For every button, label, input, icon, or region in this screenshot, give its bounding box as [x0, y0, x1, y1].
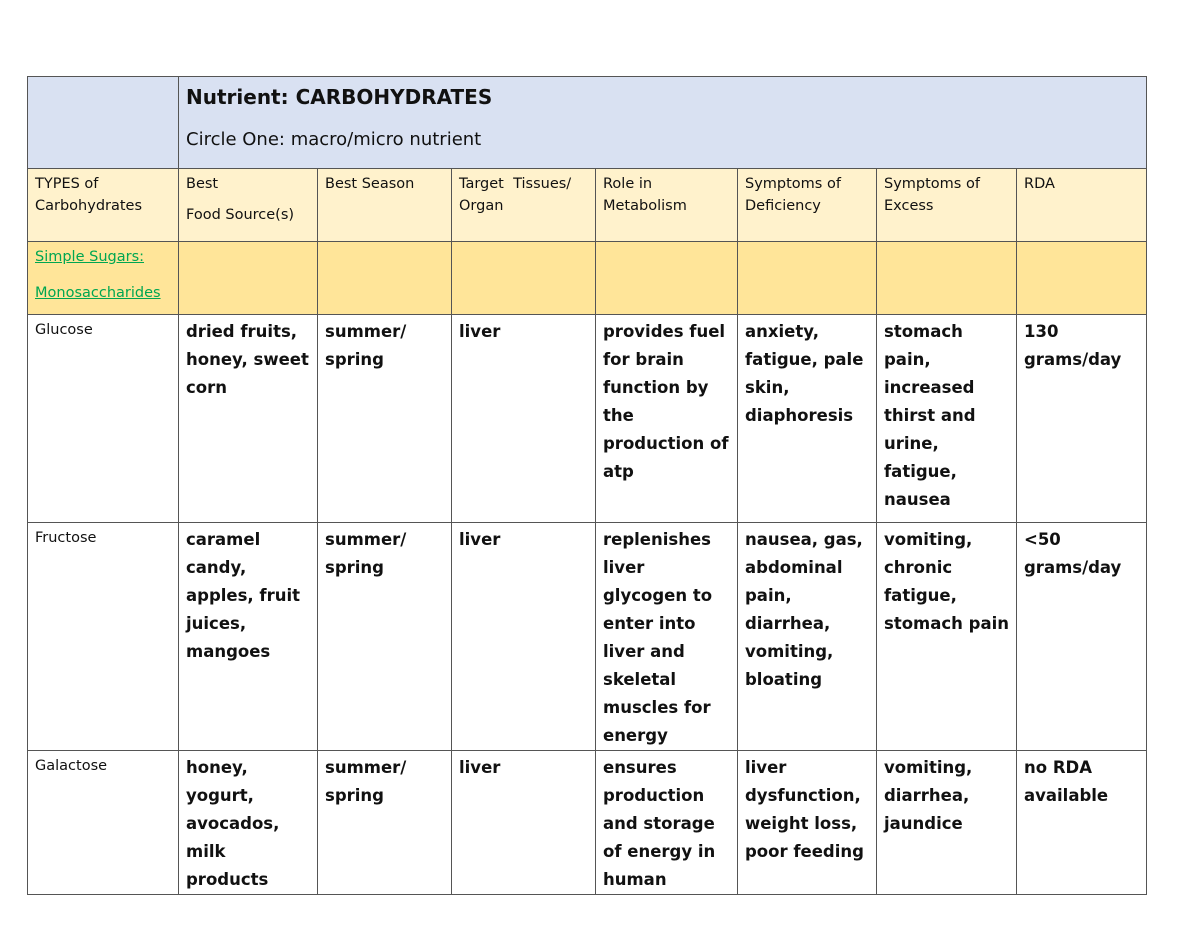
section-empty-cell	[738, 242, 877, 315]
simple-sugars-link[interactable]: Simple Sugars:	[35, 249, 145, 265]
rda-cell	[1017, 315, 1147, 523]
col-header-types	[28, 169, 179, 242]
nutrient-table	[27, 76, 1147, 895]
role-value: replenishes liver glycogen to enter into liver and skeletal muscles for energy	[603, 530, 713, 745]
deficiency-cell	[738, 523, 877, 751]
deficiency-value: anxiety, fatigue, pale skin, diaphoresis	[745, 322, 864, 425]
deficiency-cell	[738, 315, 877, 523]
role-value: provides fuel for brain function by the production of atp	[603, 322, 729, 481]
row-name: Fructose	[35, 530, 97, 546]
food-value: caramel candy, apples, fruit juices, mangoes	[186, 530, 301, 661]
excess-value: vomiting, diarrhea, jaundice	[884, 758, 973, 833]
section-empty-cell	[318, 242, 452, 315]
col-header-deficiency-l2: Deficiency	[745, 198, 821, 214]
section-row-simple-sugars	[28, 242, 1147, 315]
row-name: Glucose	[35, 322, 93, 338]
role-value: ensures production and storage of energy in human	[603, 758, 716, 889]
col-header-excess-l1: Symptoms of	[884, 176, 980, 192]
monosaccharides-link[interactable]: Monosaccharides	[35, 285, 161, 301]
col-header-deficiency-l1: Symptoms of	[745, 176, 841, 192]
excess-value: stomach pain, increased thirst and urine, fatigue, nausea	[884, 322, 976, 509]
col-header-rda	[1017, 169, 1147, 242]
section-empty-cell	[179, 242, 318, 315]
col-header-food	[179, 169, 318, 242]
header-row	[28, 77, 1147, 169]
deficiency-value: nausea, gas, abdominal pain, diarrhea, vomiting, bloating	[745, 530, 863, 689]
col-header-role	[596, 169, 738, 242]
table-row-fructose	[28, 523, 1147, 751]
rda-value: 130 grams/day	[1024, 322, 1122, 369]
role-cell	[596, 315, 738, 523]
food-value: dried fruits, honey, sweet corn	[186, 322, 309, 397]
excess-cell	[877, 523, 1017, 751]
col-header-food-l1: Best	[186, 176, 219, 192]
col-header-excess	[877, 169, 1017, 242]
col-header-types-l2: Carbohydrates	[35, 198, 143, 214]
role-cell	[596, 751, 738, 895]
col-header-role-l1: Role in	[603, 176, 653, 192]
rda-cell	[1017, 751, 1147, 895]
row-name: Galactose	[35, 758, 108, 774]
rda-value: no RDA available	[1024, 758, 1109, 805]
col-header-target	[452, 169, 596, 242]
rda-value: <50 grams/day	[1024, 530, 1122, 577]
target-value: liver	[459, 322, 501, 341]
excess-cell	[877, 751, 1017, 895]
table-row-galactose	[28, 751, 1147, 895]
col-header-season	[318, 169, 452, 242]
row-name-cell	[28, 523, 179, 751]
section-empty-cell	[596, 242, 738, 315]
season-value: summer/ spring	[325, 530, 407, 577]
col-header-season-l1: Best Season	[325, 176, 415, 192]
row-name-cell	[28, 315, 179, 523]
header-title-cell	[179, 77, 1147, 169]
target-value: liver	[459, 758, 501, 777]
season-value: summer/ spring	[325, 322, 407, 369]
role-cell	[596, 523, 738, 751]
food-cell	[179, 315, 318, 523]
excess-cell	[877, 315, 1017, 523]
season-cell	[318, 751, 452, 895]
section-empty-cell	[452, 242, 596, 315]
season-cell	[318, 523, 452, 751]
table-row-glucose	[28, 315, 1147, 523]
season-value: summer/ spring	[325, 758, 407, 805]
excess-value: vomiting, chronic fatigue, stomach pain	[884, 530, 1009, 633]
column-header-row	[28, 169, 1147, 242]
section-empty-cell	[877, 242, 1017, 315]
nutrient-title: Nutrient: CARBOHYDRATES	[186, 85, 493, 109]
col-header-food-l2: Food Source(s)	[186, 207, 295, 223]
col-header-types-l1: TYPES of	[35, 176, 99, 192]
deficiency-cell	[738, 751, 877, 895]
col-header-role-l2: Metabolism	[603, 198, 687, 214]
target-value: liver	[459, 530, 501, 549]
target-cell	[452, 523, 596, 751]
target-cell	[452, 751, 596, 895]
season-cell	[318, 315, 452, 523]
col-header-excess-l2: Excess	[884, 198, 934, 214]
header-corner-cell	[28, 77, 179, 169]
deficiency-value: liver dysfunction, weight loss, poor feeding	[745, 758, 864, 861]
rda-cell	[1017, 523, 1147, 751]
row-name-cell	[28, 751, 179, 895]
col-header-target-l1: Target Tissues/	[459, 176, 572, 192]
section-label-cell	[28, 242, 179, 315]
col-header-target-l2: Organ	[459, 198, 504, 214]
food-cell	[179, 751, 318, 895]
col-header-deficiency	[738, 169, 877, 242]
target-cell	[452, 315, 596, 523]
col-header-rda-l1: RDA	[1024, 176, 1055, 192]
section-empty-cell	[1017, 242, 1147, 315]
circle-one-line: Circle One: macro/micro nutrient	[186, 129, 482, 150]
food-value: honey, yogurt, avocados, milk products	[186, 758, 280, 889]
food-cell	[179, 523, 318, 751]
